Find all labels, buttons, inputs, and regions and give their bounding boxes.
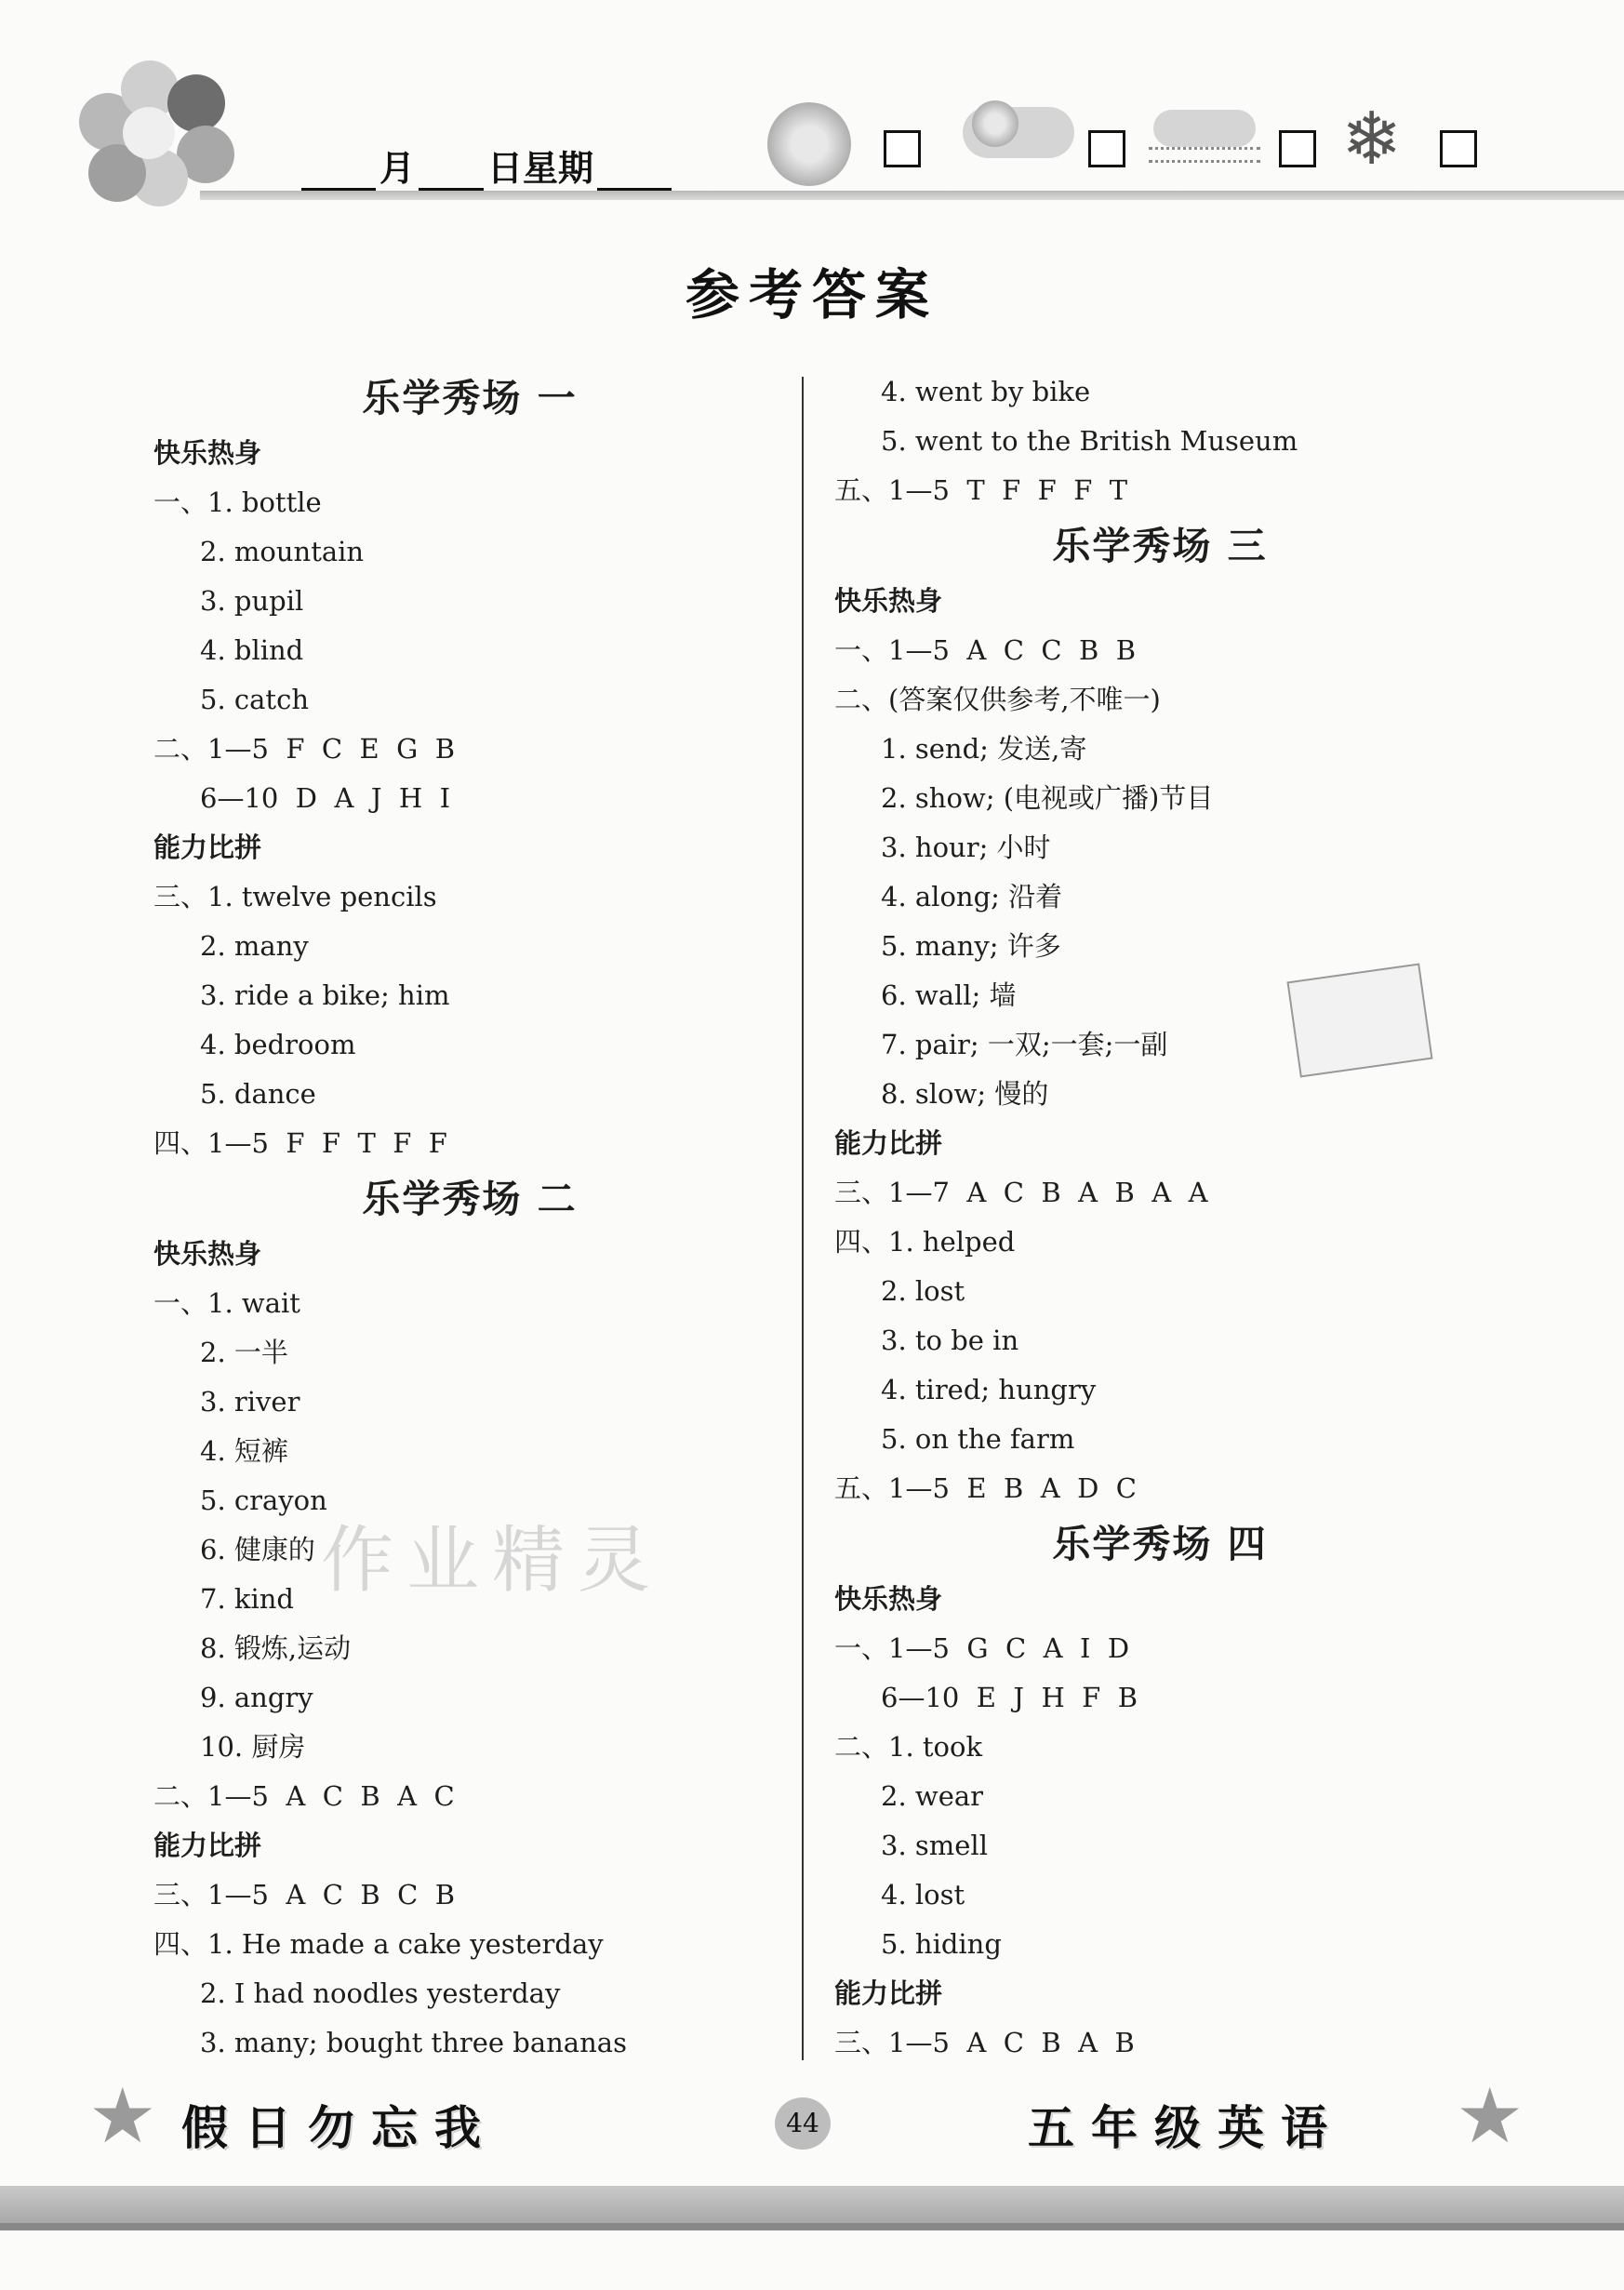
answer-line: 二、1. took <box>834 1731 983 1763</box>
star-left-icon: ★ <box>88 2072 157 2161</box>
footer-band-lower <box>0 2223 1624 2230</box>
answer-line: 3. pupil <box>200 585 304 617</box>
section-subheading: 能力比拼 <box>153 832 262 863</box>
section-title: 乐学秀场 四 <box>1052 1522 1268 1566</box>
answer-line: 2. wear <box>881 1780 984 1812</box>
left-answer-column <box>153 367 786 2068</box>
page-footer <box>0 2074 1624 2290</box>
answer-line: 3. river <box>200 1386 300 1418</box>
page-number: 44 <box>775 2097 831 2150</box>
sunny-checkbox[interactable] <box>884 130 921 167</box>
section-subheading: 能力比拼 <box>834 1127 943 1159</box>
answer-line: 4. went by bike <box>881 376 1091 407</box>
header-rule <box>200 191 1624 200</box>
date-line <box>298 140 675 191</box>
weekday-blank[interactable] <box>597 160 672 191</box>
answer-line: 四、1—5 F F T F F <box>153 1127 447 1159</box>
answer-line: 3. hour; 小时 <box>881 832 1051 863</box>
answer-line: 5. went to the British Museum <box>881 425 1298 457</box>
rain-dots-lower <box>1149 160 1260 163</box>
month-label: 月 <box>379 148 416 189</box>
answer-line: 2. show; (电视或广播)节目 <box>881 782 1214 814</box>
answer-line: 五、1—5 T F F F T <box>834 474 1128 506</box>
sunny-icon <box>767 102 851 186</box>
answer-line: 3. smell <box>881 1830 988 1861</box>
answer-line: 4. 短裤 <box>200 1435 288 1467</box>
section-subheading: 快乐热身 <box>834 1583 943 1615</box>
page-header <box>0 0 1624 214</box>
answer-line: 4. bedroom <box>200 1029 356 1060</box>
answer-line: 7. pair; 一双;一套;一副 <box>881 1029 1168 1060</box>
right-answer-column <box>834 367 1485 2068</box>
snowflake-icon: ❄ <box>1341 98 1403 181</box>
answer-line: 四、1. helped <box>834 1226 1016 1258</box>
footer-band <box>0 2186 1624 2223</box>
answer-line: 三、1. twelve pencils <box>153 881 437 912</box>
answer-line: 6—10 E J H F B <box>881 1682 1138 1713</box>
answer-line: 2. many <box>200 930 309 962</box>
answer-line: 4. lost <box>881 1879 965 1911</box>
answer-line: 5. catch <box>200 684 309 715</box>
answer-line: 5. crayon <box>200 1485 327 1516</box>
month-blank[interactable] <box>301 160 376 191</box>
answer-line: 三、1—5 A C B A B <box>834 2027 1135 2058</box>
answer-line: 二、1—5 F C E G B <box>153 733 456 765</box>
answer-line: 7. kind <box>200 1583 294 1615</box>
snowy-checkbox[interactable] <box>1440 130 1477 167</box>
answer-line: 2. lost <box>881 1275 965 1307</box>
answer-line: 10. 厨房 <box>200 1731 306 1763</box>
answer-line: 五、1—5 E B A D C <box>834 1472 1137 1504</box>
answer-line: 3. to be in <box>881 1325 1019 1356</box>
footer-right-title: 五年级英语 <box>1028 2101 1344 2155</box>
section-title: 乐学秀场 一 <box>362 376 578 420</box>
day-blank[interactable] <box>419 160 484 191</box>
answer-line: 9. angry <box>200 1682 313 1713</box>
answer-line: 三、1—5 A C B C B <box>153 1879 456 1911</box>
answer-line: 4. along; 沿着 <box>881 881 1063 912</box>
footer-left-title: 假日勿忘我 <box>181 2101 498 2155</box>
answer-line: 6. wall; 墙 <box>881 979 1017 1011</box>
section-subheading: 能力比拼 <box>834 1977 943 2009</box>
day-weekday-label: 日星期 <box>487 148 594 189</box>
section-title: 乐学秀场 二 <box>362 1177 578 1221</box>
answer-line: 一、1—5 A C C B B <box>834 634 1137 666</box>
section-subheading: 快乐热身 <box>153 1238 262 1270</box>
answer-line: 3. many; bought three bananas <box>200 2027 627 2058</box>
answer-line: 一、1—5 G C A I D <box>834 1632 1130 1664</box>
answer-line: 5. dance <box>200 1078 316 1110</box>
answer-line: 5. on the farm <box>881 1423 1075 1455</box>
cloud-sun-icon <box>972 100 1018 147</box>
section-title: 乐学秀场 三 <box>1052 524 1268 568</box>
watermark: 作业精灵 <box>321 1519 664 1603</box>
answer-line: 5. hiding <box>881 1928 1002 1960</box>
answer-line: 3. ride a bike; him <box>200 979 450 1011</box>
answer-line: 2. mountain <box>200 536 365 567</box>
answer-line: 三、1—7 A C B A B A A <box>834 1177 1208 1208</box>
rain-cloud-icon <box>1153 110 1256 147</box>
answer-line: 4. blind <box>200 634 304 666</box>
answer-line: 四、1. He made a cake yesterday <box>153 1928 604 1960</box>
answer-line: 6—10 D A J H I <box>200 782 451 814</box>
page-title: 参考答案 <box>685 263 938 326</box>
section-subheading: 快乐热身 <box>153 437 262 469</box>
cloudy-checkbox[interactable] <box>1088 130 1125 167</box>
answer-line: 一、1. bottle <box>153 486 322 518</box>
section-subheading: 能力比拼 <box>153 1830 262 1861</box>
answer-line: 二、(答案仅供参考,不唯一) <box>834 684 1161 715</box>
answer-line: 6. 健康的 <box>200 1534 315 1565</box>
stamp-image <box>1286 963 1432 1077</box>
column-divider <box>802 377 804 2060</box>
answer-line: 1. send; 发送,寄 <box>881 733 1087 765</box>
answer-line: 8. slow; 慢的 <box>881 1078 1049 1110</box>
answer-line: 2. 一半 <box>200 1337 288 1368</box>
answer-line: 2. I had noodles yesterday <box>200 1977 561 2009</box>
rain-dots <box>1149 147 1260 150</box>
answer-line: 一、1. wait <box>153 1287 300 1319</box>
answer-line: 8. 锻炼,运动 <box>200 1632 352 1664</box>
answer-line: 5. many; 许多 <box>881 930 1061 962</box>
answer-line: 4. tired; hungry <box>881 1374 1097 1405</box>
rainy-checkbox[interactable] <box>1279 130 1316 167</box>
answer-line: 二、1—5 A C B A C <box>153 1780 455 1812</box>
section-subheading: 快乐热身 <box>834 585 943 617</box>
star-right-icon: ★ <box>1456 2072 1524 2161</box>
